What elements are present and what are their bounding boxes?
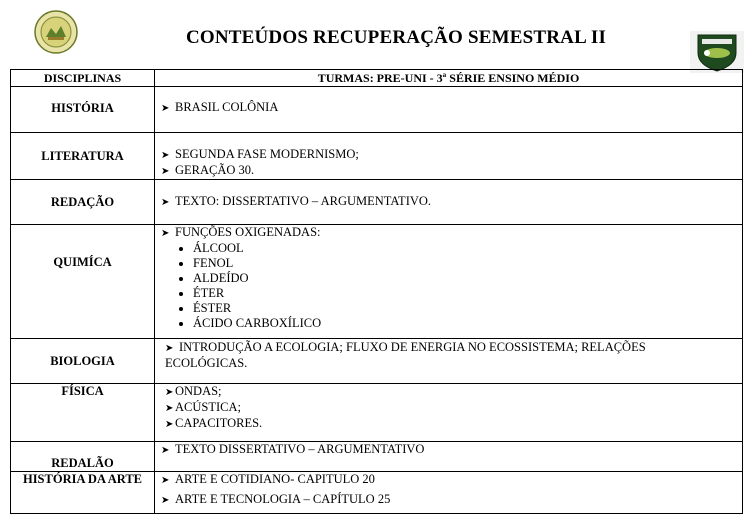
content-item-continuation: ECOLÓGICAS. xyxy=(165,356,248,370)
arrow-bullet-icon: ➤ xyxy=(161,475,170,486)
arrow-bullet-icon: ➤ xyxy=(165,343,174,354)
arrow-bullet-icon: ➤ xyxy=(161,495,170,506)
header-row xyxy=(11,70,743,87)
list-item: • ÁCIDO CARBOXÍLICO xyxy=(193,316,742,331)
arrow-bullet-icon: ➤ xyxy=(161,166,170,177)
content-table xyxy=(10,69,743,514)
content-item: ➤ SEGUNDA FASE MODERNISMO; xyxy=(161,147,359,161)
row-redacao xyxy=(11,180,743,225)
subject-literatura: LITERATURA xyxy=(11,133,155,180)
row-quimica xyxy=(11,225,743,339)
header-turmas: TURMAS: PRE-UNI - 3ª SÉRIE ENSINO MÉDIO xyxy=(155,70,743,87)
subject-redalao: REDALÃO xyxy=(11,442,155,472)
content-item: ➤ GERAÇÃO 30. xyxy=(161,163,255,177)
list-item: • ÉSTER xyxy=(193,301,742,316)
content-historia-arte xyxy=(155,472,743,514)
content-item: ➤ BRASIL COLÔNIA xyxy=(161,100,279,114)
chemistry-sublist xyxy=(161,241,742,331)
content-literatura xyxy=(155,133,743,180)
subject-historia: HISTÓRIA xyxy=(11,87,155,133)
arrow-bullet-icon: ➤ xyxy=(161,150,170,161)
arrow-bullet-icon: ➤ xyxy=(165,419,174,430)
arrow-bullet-icon: ➤ xyxy=(165,387,174,398)
content-item: ➤ TEXTO DISSERTATIVO – ARGUMENTATIVO xyxy=(161,442,425,456)
content-biologia xyxy=(155,339,743,384)
row-redalao xyxy=(11,442,743,472)
subject-redacao: REDAÇÃO xyxy=(11,180,155,225)
row-historia xyxy=(11,87,743,133)
list-item: • FENOL xyxy=(193,256,742,271)
list-item: • ÉTER xyxy=(193,286,742,301)
content-item: ➤ ARTE E COTIDIANO- CAPITULO 20 xyxy=(161,472,375,486)
subject-historia-arte: HISTÓRIA DA ARTE xyxy=(11,472,155,514)
content-item: ➤ INTRODUÇÃO A ECOLOGIA; FLUXO DE ENERGIA NO ECOSSISTEMA; RELAÇÕES xyxy=(165,340,646,354)
arrow-bullet-icon: ➤ xyxy=(161,228,170,239)
subject-fisica: FÍSICA xyxy=(11,384,155,442)
arrow-bullet-icon: ➤ xyxy=(161,197,170,208)
subject-biologia: BIOLOGIA xyxy=(11,339,155,384)
content-fisica xyxy=(155,384,743,442)
row-literatura xyxy=(11,133,743,180)
arrow-bullet-icon: ➤ xyxy=(161,445,170,456)
content-redacao xyxy=(155,180,743,225)
content-historia xyxy=(155,87,743,133)
content-item: ➤ ARTE E TECNOLOGIA – CAPÍTULO 25 xyxy=(161,492,391,506)
content-quimica xyxy=(155,225,743,339)
row-historia-arte xyxy=(11,472,743,514)
content-item: ➤ ACÚSTICA; xyxy=(165,400,241,414)
row-biologia xyxy=(11,339,743,384)
arrow-bullet-icon: ➤ xyxy=(165,403,174,414)
page-title: CONTEÚDOS RECUPERAÇÃO SEMESTRAL II xyxy=(185,27,607,48)
list-item: • ALDEÍDO xyxy=(193,271,742,286)
content-item: ➤ FUNÇÕES OXIGENADAS: xyxy=(161,225,321,239)
list-item: • ÁLCOOL xyxy=(193,241,742,256)
subject-quimica: QUIMÍCA xyxy=(11,225,155,339)
content-item: ➤ CAPACITORES. xyxy=(165,416,263,430)
row-fisica xyxy=(11,384,743,442)
content-item: ➤ ONDAS; xyxy=(165,384,222,398)
header-disciplinas: DISCIPLINAS xyxy=(11,70,155,87)
content-redalao xyxy=(155,442,743,472)
arrow-bullet-icon: ➤ xyxy=(161,103,170,114)
content-item: ➤ TEXTO: DISSERTATIVO – ARGUMENTATIVO. xyxy=(161,194,432,208)
